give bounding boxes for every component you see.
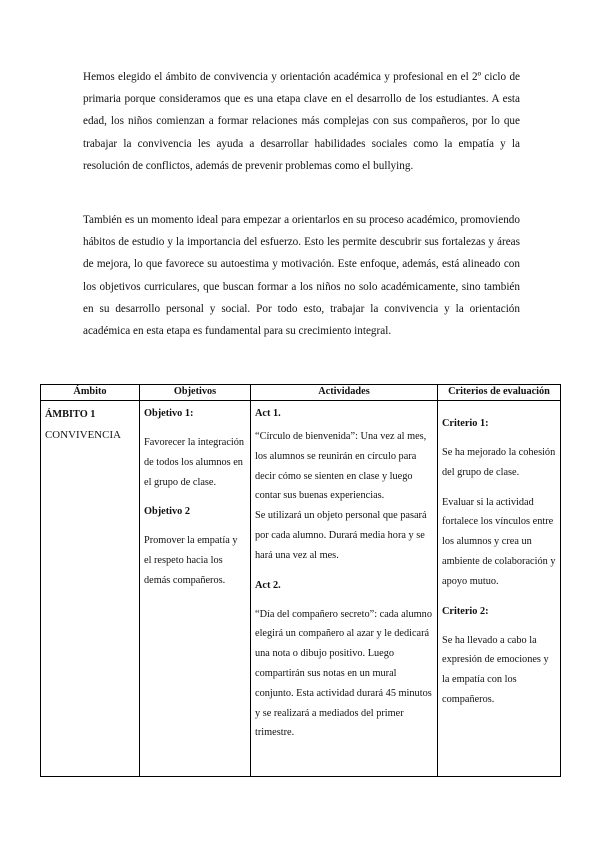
planning-table bbox=[40, 384, 561, 777]
actividad-1-text-2: Se utilizará un objeto personal que pasará por cada alumno. Durará media hora y se hará una vez al mes. bbox=[255, 510, 427, 561]
actividad-2-title: Act 2. bbox=[255, 579, 281, 591]
ambito-cell bbox=[41, 401, 140, 777]
criterio-2-text-1: Se ha llevado a cabo la expresión de emociones y la empatía con los compañeros. bbox=[442, 634, 549, 705]
header-actividades: Actividades bbox=[251, 385, 438, 401]
criterio-1-text-1: Se ha mejorado la cohesión del grupo de clase. bbox=[442, 447, 556, 478]
intro-paragraph-2: También es un momento ideal para empezar a orientarlos en su proceso académico, promoviendo hábitos de estudio y la importancia del esfuerzo. Esto les permite descubrir sus fortalezas y áreas de mejora, lo que favorece su autoestima y motivación. Este enfoque, además, está alineado con los objetivos curriculares, que buscan formar a los niños no solo académicamente, sino también en su desarrollo personal y social. Por todo esto, trabajar la convivencia y la orientación académica en esta etapa es fundamental para su crecimiento integral. bbox=[83, 214, 520, 338]
objetivo-1-title: Objetivo 1: bbox=[144, 408, 194, 419]
actividad-2-text-1: “Día del compañero secreto”: cada alumno elegirá un compañero al azar y le dedicará una nota o dibujo positivo. Luego compartirán sus notas en un mural conjunto. Esta actividad durará 45 minutos y se realizará a mediados del primer trimestre. bbox=[255, 608, 432, 739]
criterio-1-text-2: Evaluar si la actividad fortalece los vínculos entre los alumnos y crea un ambiente de colaboración y apoyo mutuo. bbox=[442, 496, 556, 587]
objetivo-2-title: Objetivo 2 bbox=[144, 506, 191, 518]
actividad-1-title: Act 1. bbox=[255, 408, 281, 419]
criterios-cell bbox=[438, 401, 561, 777]
ambito-title: ÁMBITO 1 bbox=[45, 409, 96, 420]
criterio-2-title: Criterio 2: bbox=[442, 605, 489, 617]
objetivo-2-text: Promover la empatía y el respeto hacia los demás compañeros. bbox=[144, 535, 238, 586]
table-header-row bbox=[41, 385, 561, 401]
objetivo-1-text: Favorecer la integración de todos los alumnos en el grupo de clase. bbox=[144, 437, 245, 488]
ambito-name: CONVIVENCIA bbox=[45, 429, 122, 441]
intro-paragraph-1: Hemos elegido el ámbito de convivencia y orientación académica y profesional en el 2º ciclo de primaria porque consideramos que es una etapa clave en el desarrollo de los estudiantes. A esta edad, los niños comienzan a formar relaciones más complejas con sus compañeros, por lo que trabajar la convivencia les ayuda a desarrollar habilidades sociales como la empatía y la resolución de conflictos, además de prevenir problemas como el bullying. bbox=[83, 71, 520, 172]
table-row bbox=[41, 401, 561, 777]
actividades-cell bbox=[251, 401, 438, 777]
header-objetivos: Objetivos bbox=[140, 385, 251, 401]
objetivos-cell bbox=[140, 401, 251, 777]
header-criterios: Criterios de evaluación bbox=[438, 385, 561, 401]
header-ambito: Ámbito bbox=[41, 385, 140, 401]
criterio-1-title: Criterio 1: bbox=[442, 418, 489, 429]
actividad-1-text-1: “Círculo de bienvenida”: Una vez al mes, los alumnos se reunirán en círculo para decir cómo se sienten en clase y luego contar sus buenas experiencias. bbox=[255, 431, 427, 502]
